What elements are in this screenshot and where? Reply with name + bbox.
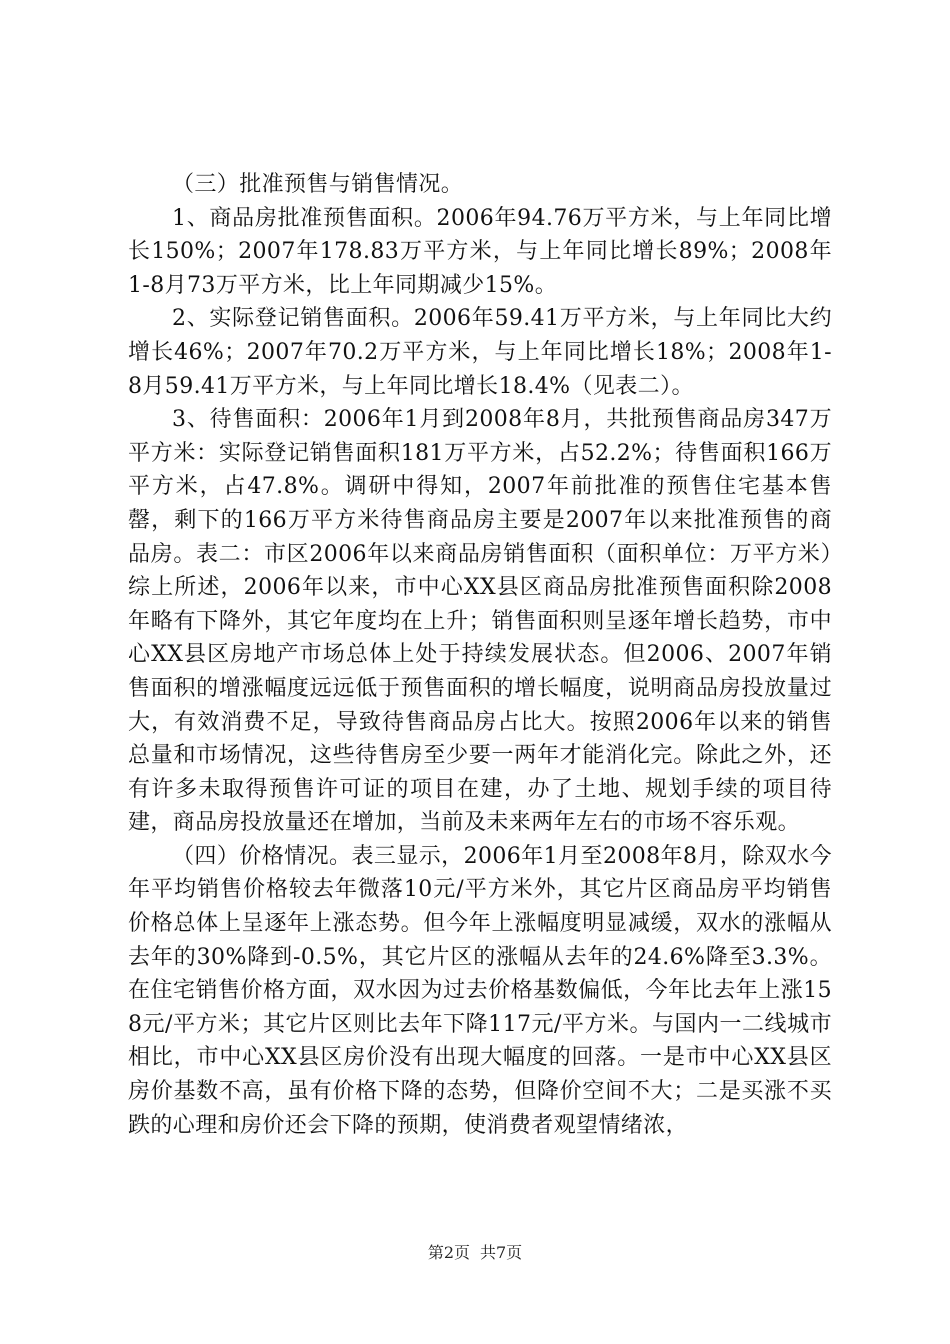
page-number-total: 共7页 <box>480 1243 523 1262</box>
paragraph-presale-area: 1、商品房批准预售面积。2006年94.76万平方米，与上年同比增长150%；2007年178.83万平方米，与上年同比增长89%；2008年1-8月73万平方米，比上年同期减少15%。 <box>128 205 832 298</box>
document-body <box>128 168 832 1142</box>
page-number-current: 第2页 <box>427 1243 470 1262</box>
paragraph-price-situation: （四）价格情况。表三显示，2006年1月至2008年8月，除双水今年平均销售价格较去年微落10元/平方米外，其它片区商品房平均销售价格总体上呈逐年上涨态势。但今年上涨幅度明显减缓，双水的涨幅从去年的30%降到-0.5%，其它片区的涨幅从去年的24.6%降至3.3%。在住宅销售价格方面，双水因为过去价格基数偏低，今年比去年上涨158元/平方米；其它片区则比去年下降117元/平方米。与国内一二线城市相比，市中心XX县区房价没有出现大幅度的回落。一是市中心XX县区房价基数不高，虽有价格下降的态势，但降价空间不大；二是买涨不买跌的心理和房价还会下降的预期，使消费者观望情绪浓， <box>128 843 832 1138</box>
paragraph-registered-sales-area: 2、实际登记销售面积。2006年59.41万平方米，与上年同比大约增长46%；2007年70.2万平方米，与上年同比增长18%；2008年1-8月59.41万平方米，与上年同比增长18.4%（见表二）。 <box>128 306 832 399</box>
paragraph-unsold-area: 3、待售面积：2006年1月到2008年8月，共批预售商品房347万平方米：实际登记销售面积181万平方米，占52.2%；待售面积166万平方米，占47.8%。调研中得知，2007年前批准的预售住宅基本售罄，剩下的166万平方米待售商品房主要是2007年以来批准预售的商品房。表二：市区2006年以来商品房销售面积（面积单位：万平方米）综上所述，2006年以来，市中心XX县区商品房批准预售面积除2008年略有下降外，其它年度均在上升；销售面积则呈逐年增长趋势，市中心XX县区房地产市场总体上处于持续发展状态。但2006、2007年销售面积的增涨幅度远远低于预售面积的增长幅度，说明商品房投放量过大，有效消费不足，导致待售商品房占比大。按照2006年以来的销售总量和市场情况，这些待售房至少要一两年才能消化完。除此之外，还有许多未取得预售许可证的项目在建，办了土地、规划手续的项目待建，商品房投放量还在增加，当前及未来两年左右的市场不容乐观。 <box>128 407 832 836</box>
page-footer <box>0 1243 950 1263</box>
section-heading-approval-sales: （三）批准预售与销售情况。 <box>172 172 464 197</box>
